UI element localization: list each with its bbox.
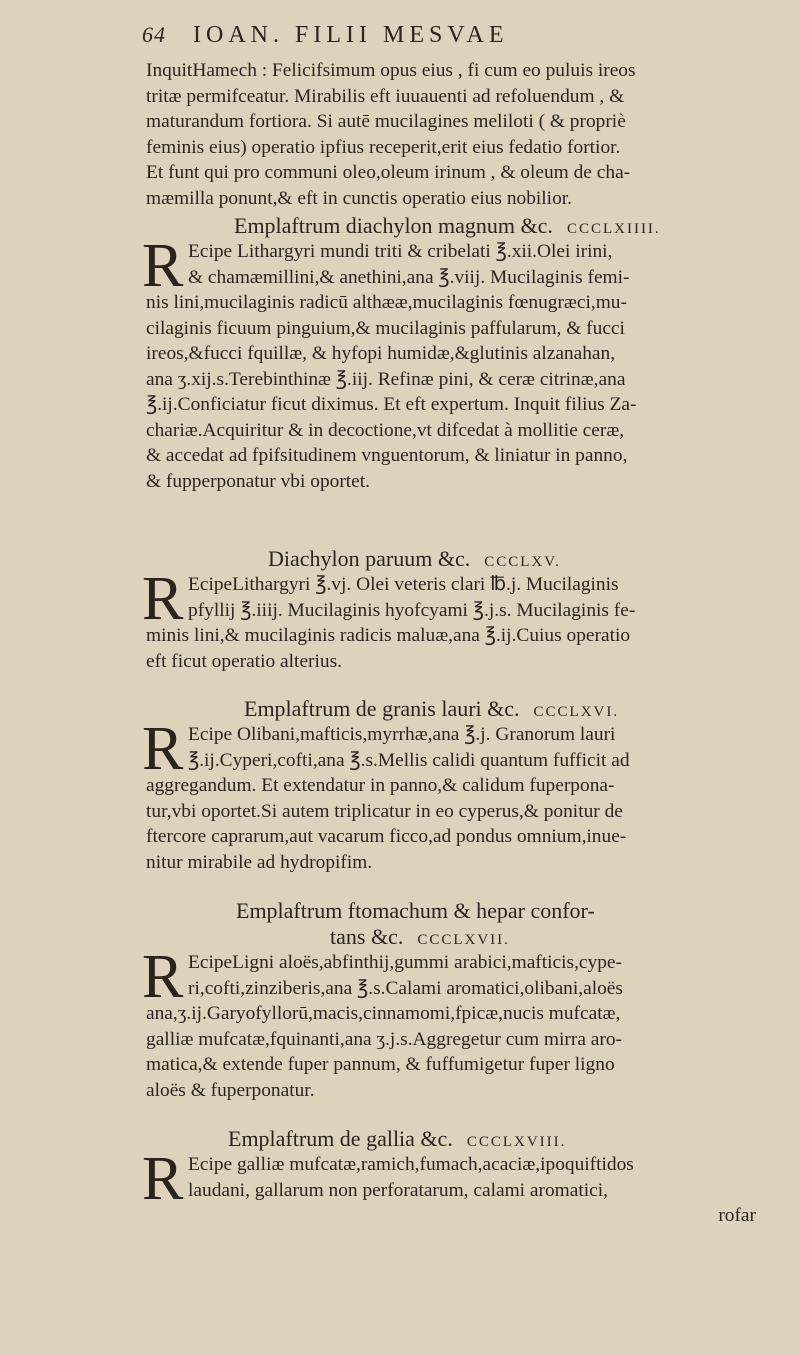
text-line: eft ficut operatio alterius. [146,650,342,672]
section-title-text: Emplaftrum diachylon magnum &c. [234,213,553,238]
text-line: InquitHamech : Felicifsimum opus eius , fi cum eo puluis ireos [146,60,636,81]
text-line: & chamæmillini,& anethini,ana ℥.viij. Mucilaginis femi- [188,266,630,288]
text-line: tritæ permifceatur. Mirabilis eft iuuauenti ad refoluendum , & [146,85,625,107]
section-number: CCCLXVI. [533,704,620,720]
section-body [142,1145,758,1213]
section-body [142,715,758,875]
section-title [244,696,758,722]
text-line: maturandum fortiora. Si autē mucilagines meliloti ( & propriè [146,111,626,132]
section-body [142,943,758,1103]
text-line: Et funt qui pro communi oleo,oleum irinum , & oleum de cha- [146,162,631,183]
text-line: ℥.ij.Conficiatur ficut diximus. Et eft expertum. Inquit filius Za- [146,394,637,415]
page-header [142,22,509,49]
drop-cap: R [142,715,184,783]
section-title [268,546,758,572]
text-line: EcipeLigni aloës,abfinthij,gummi arabici,mafticis,cype- [188,952,622,973]
recipe-section [142,546,758,674]
section-title-text: Diachylon paruum &c. [268,546,471,571]
text-line: Ecipe galliæ mufcatæ,ramich,fumach,acaciæ,ipoquiftidos [188,1154,634,1175]
text-line: Ecipe Lithargyri mundi triti & cribelati ℥.xii.Olei irini, [188,241,613,262]
drop-cap: R [142,1145,184,1213]
text-line: EcipeLithargyri ℥.vj. Olei veteris clari ℔.j. Mucilaginis [188,574,619,595]
section-title [234,213,758,239]
text-line: tur,vbi oportet.Si autem triplicatur in eo cyperus,& ponitur de [146,800,623,822]
text-line: minis lini,& mucilaginis radicis maluæ,ana ℥.ij.Cuius operatio [146,625,631,646]
catchword: rofar [718,1205,756,1226]
text-line: feminis eius) operatio ipfius receperit,erit eius fedatio fortior. [146,136,621,158]
recipe-section [142,696,758,875]
section-title-text: Emplaftrum de granis lauri &c. [244,696,520,721]
text-line: nis lini,mucilaginis radicū althææ,mucilaginis fœnugræci,mu- [146,292,627,313]
drop-cap: R [142,943,184,1011]
section-number: CCCLXIIII. [566,221,661,237]
drop-cap: R [142,232,184,300]
text-line: ℥.ij.Cyperi,cofti,ana ℥.s.Mellis calidi quantum fufficit ad [188,749,630,771]
intro-paragraph [146,58,758,211]
text-line: ftercore caprarum,aut vacarum ficco,ad pondus omnium,inue- [146,826,627,847]
recipe-section [142,1126,758,1229]
section-title-continued [330,924,758,950]
text-line: & fupperponatur vbi oportet. [146,470,371,492]
section-body [142,232,758,494]
section-title-text: Emplaftrum de gallia &c. [228,1126,453,1151]
drop-cap: R [142,565,184,633]
section-body [142,565,758,674]
text-line: galliæ mufcatæ,fquinanti,ana ʒ.j.s.Aggregetur cum mirra aro- [146,1028,622,1050]
text-line: ri,cofti,zinziberis,ana ℥.s.Calami aromatici,olibani,aloës [188,977,623,999]
text-line: chariæ.Acquiritur & in decoctione,vt difcedat à mollitie ceræ, [146,419,625,441]
text-line: nitur mirabile ad hydropifim. [146,851,373,873]
text-line: ireos,&fucci fquillæ, & hyfopi humidæ,&glutinis alzanahan, [146,343,616,364]
text-line: pfyllij ℥.iiij. Mucilaginis hyofcyami ℥.j.s. Mucilaginis fe- [188,599,636,621]
text-line: Ecipe Olibani,mafticis,myrrhæ,ana ℥.j. Granorum lauri [188,724,616,745]
text-line: ana ʒ.xij.s.Terebinthinæ ℥.iij. Refinæ pini, & ceræ citrinæ,ana [146,368,626,390]
section-title [228,1126,758,1152]
text-line: cilaginis ficuum pinguium,& mucilaginis paffularum, & fucci [146,317,625,339]
text-line: laudani, gallarum non perforatarum, calami aromatici, [188,1179,608,1201]
section-title: Emplaftrum ftomachum & hepar confor- [236,898,595,923]
text-line: matica,& extende fuper pannum, & fuffumigetur fuper ligno [146,1054,615,1075]
section-number: CCCLXVIII. [466,1134,567,1150]
text-line: aggregandum. Et extendatur in panno,& calidum fuperpona- [146,775,615,796]
page-number: 64 [142,22,166,47]
section-number: CCCLXV. [484,554,561,570]
recipe-section [142,213,758,494]
section-number: CCCLXVII. [417,932,510,948]
text-line: ana,ʒ.ij.Garyofyllorū,macis,cinnamomi,fpicæ,nucis mufcatæ, [146,1003,621,1024]
text-line: mæmilla ponunt,& eft in cunctis operatio eius nobilior. [146,187,572,209]
running-title: IOAN. FILII MESVAE [193,22,509,48]
text-line: aloës & fuperponatur. [146,1079,315,1101]
text-line: & accedat ad fpifsitudinem vnguentorum, & liniatur in panno, [146,445,628,466]
recipe-section [142,898,758,1103]
section-title-text: tans &c. [330,924,404,949]
